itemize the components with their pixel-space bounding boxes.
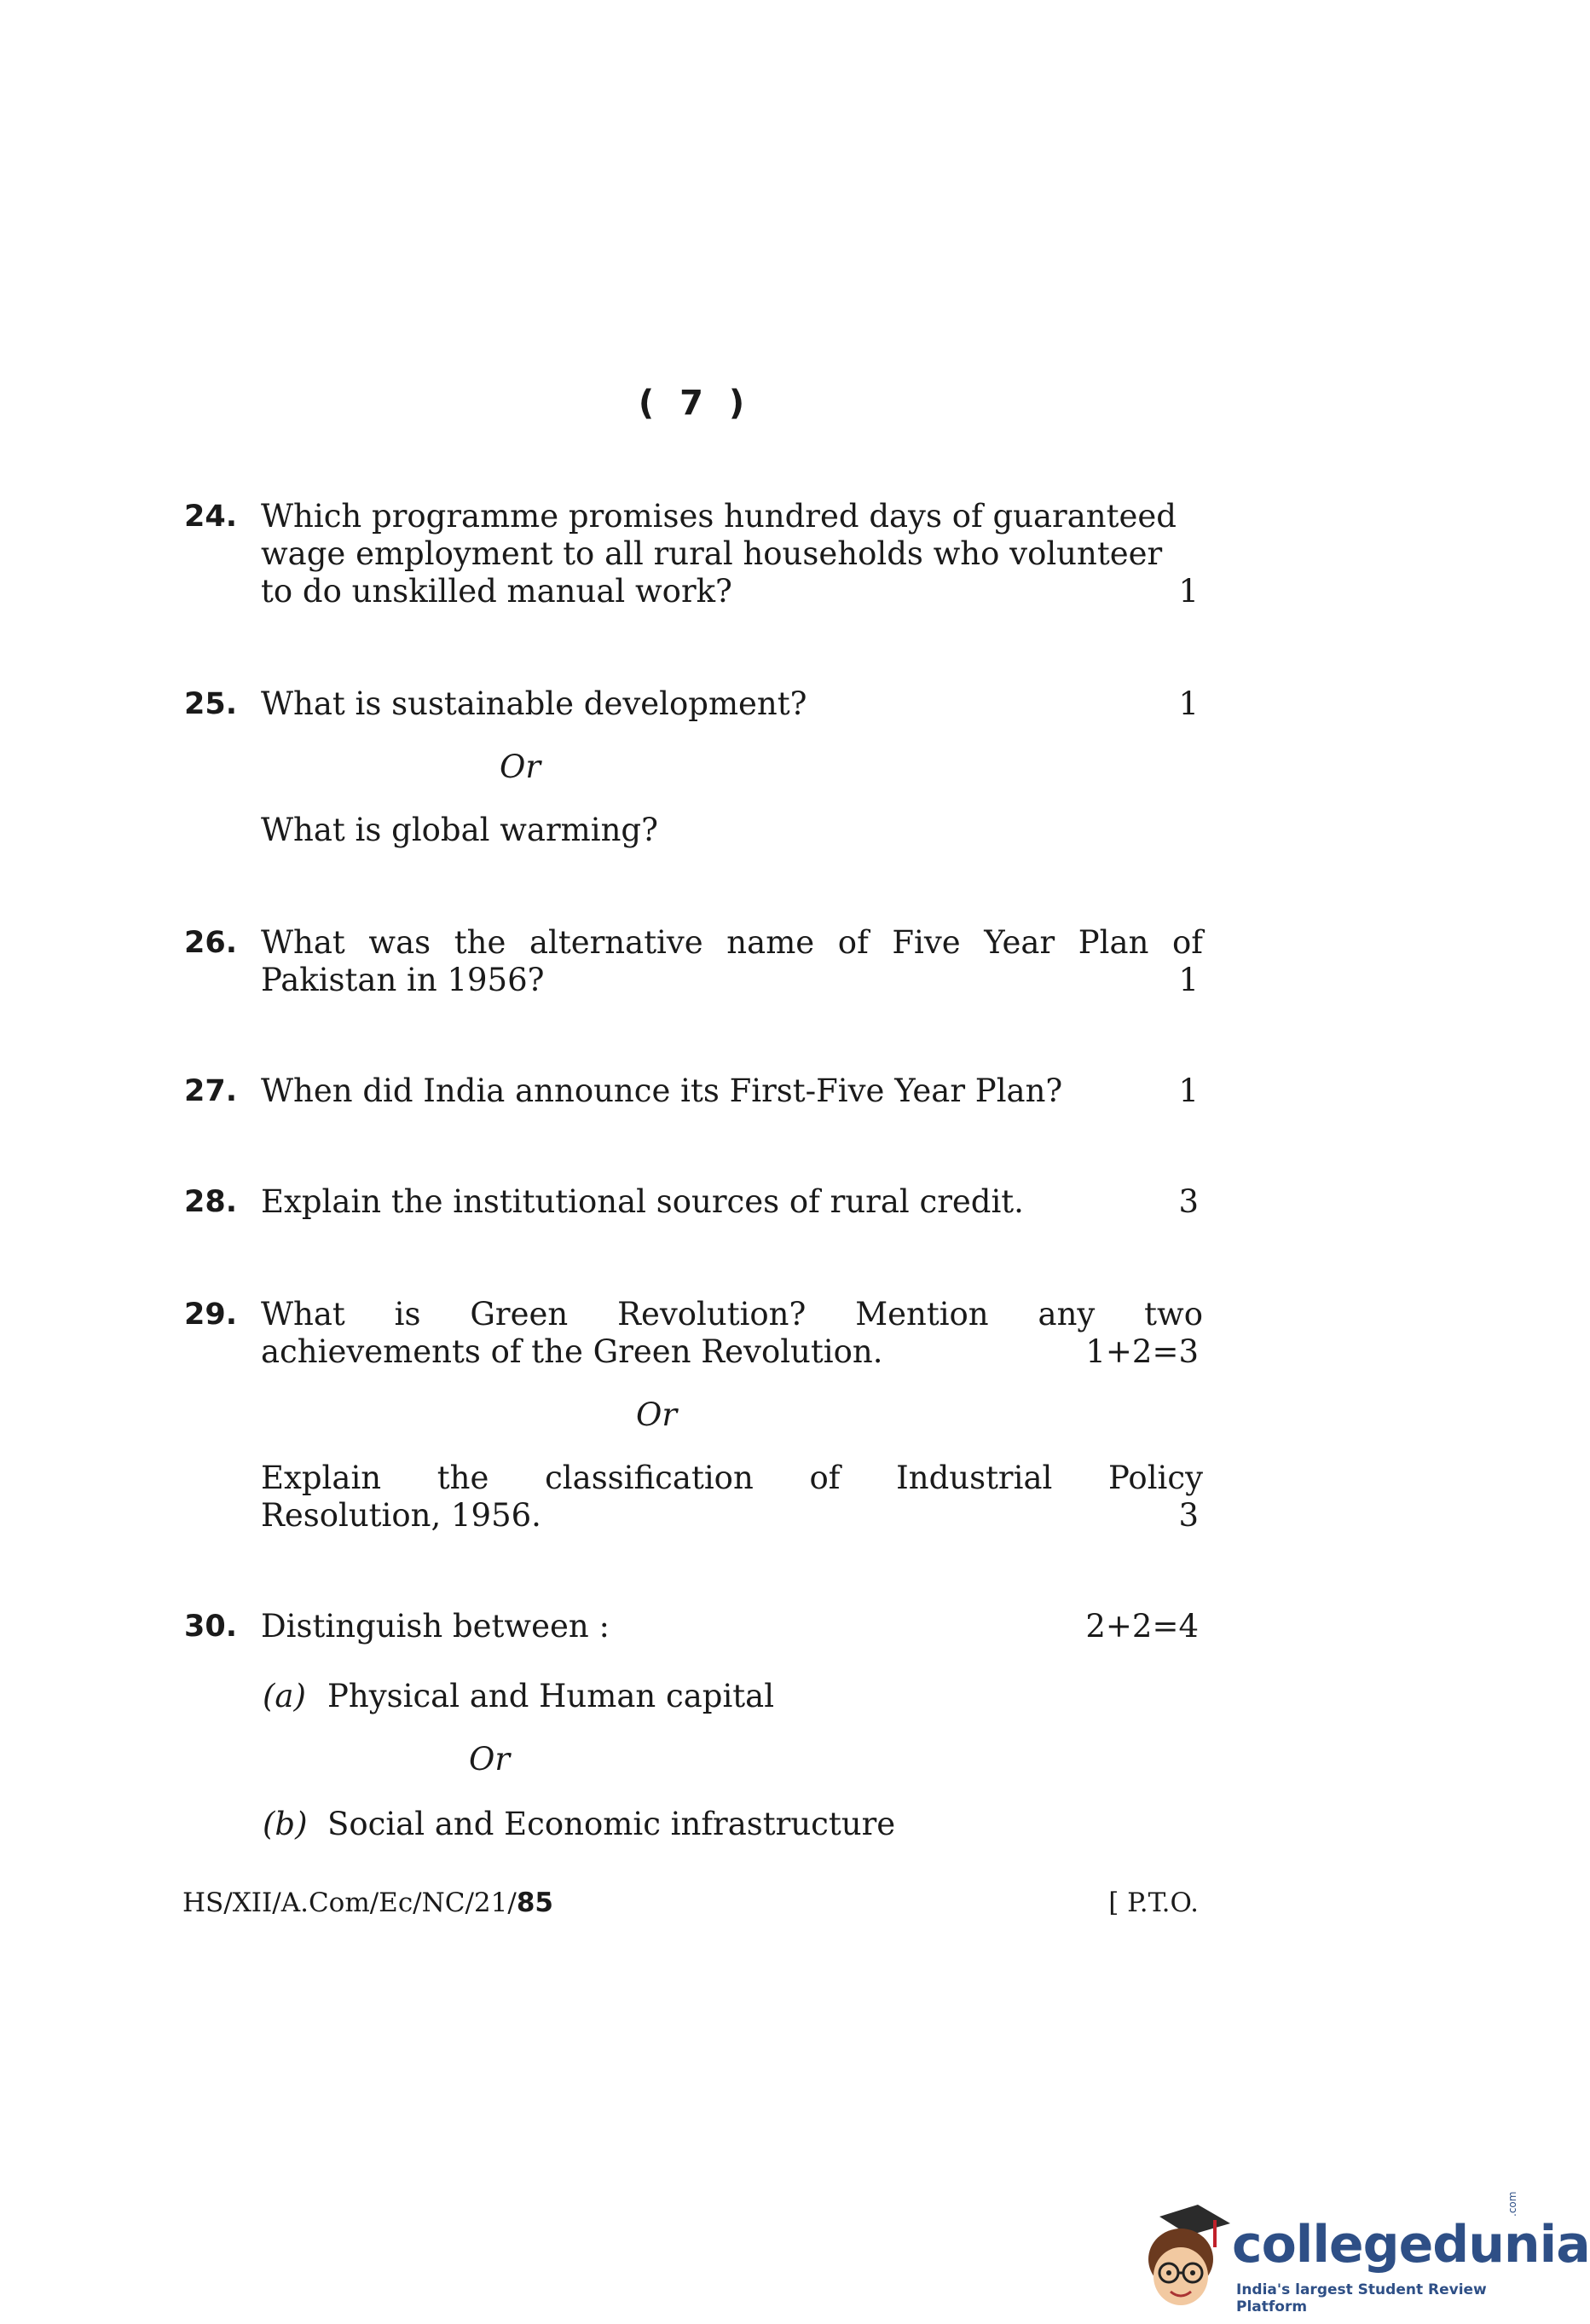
question-marks: 1 (1178, 1072, 1199, 1109)
question-line: Resolution, 1956. (261, 1497, 541, 1534)
paper-code-number: 85 (516, 1888, 553, 1918)
question-number: 25. (184, 687, 238, 721)
question-line: Which programme promises hundred days of guaranteed (261, 498, 1177, 535)
question-29 (184, 1296, 1203, 1535)
question-line: wage employment to all rural households who volunteer (261, 535, 1163, 572)
page-number: ( 7 ) (638, 384, 752, 423)
alternative-question-text: What is global warming? (261, 812, 658, 848)
paper-code-text: HS/XII/A.Com/Ec/NC/21/ (182, 1888, 517, 1918)
question-24 (184, 498, 1199, 617)
question-number: 28. (184, 1185, 238, 1219)
question-26 (184, 924, 1203, 1009)
question-line: What was the alternative name of Five Year Plan of (261, 924, 1203, 961)
question-marks: 2+2=4 (1085, 1608, 1199, 1645)
question-text: Distinguish between : (261, 1608, 610, 1645)
alternative-question-text (261, 1460, 1203, 1535)
brand-domain: .com (1506, 2191, 1518, 2217)
question-text (261, 498, 1177, 610)
alternative-question-marks: 3 (1178, 1497, 1199, 1534)
brand-name: collegedunia (1232, 2215, 1590, 2275)
sub-question-text: Physical and Human capital (327, 1678, 775, 1714)
question-line: achievements of the Green Revolution. (261, 1333, 883, 1370)
question-27 (184, 1072, 1199, 1115)
question-line: What is Green Revolution? Mention any two (261, 1296, 1203, 1333)
question-28 (184, 1183, 1199, 1226)
question-number: 24. (184, 500, 238, 534)
question-line: Pakistan in 1956? (261, 962, 545, 998)
question-marks: 1 (1178, 962, 1199, 998)
or-separator: Or (636, 1396, 678, 1433)
question-line: Explain the classification of Industrial Policy (261, 1460, 1203, 1496)
paper-code (182, 1888, 553, 1918)
question-30 (184, 1608, 1199, 1847)
question-number: 26. (184, 926, 238, 960)
question-text: Explain the institutional sources of rural credit. (261, 1183, 1024, 1220)
question-marks: 1+2=3 (1085, 1333, 1199, 1370)
question-marks: 1 (1178, 573, 1199, 610)
question-text: When did India announce its First-Five Year Plan? (261, 1072, 1063, 1109)
collegedunia-watermark (1130, 2191, 1590, 2324)
or-separator: Or (469, 1741, 511, 1778)
sub-question-a (263, 1678, 774, 1715)
question-text (261, 924, 1203, 999)
question-marks: 3 (1178, 1183, 1199, 1220)
sub-question-label: (b) (263, 1806, 308, 1842)
question-25 (184, 685, 1199, 856)
question-text: What is sustainable development? (261, 685, 807, 722)
question-number: 29. (184, 1298, 238, 1332)
sub-question-label: (a) (263, 1678, 306, 1714)
or-separator: Or (500, 749, 541, 785)
brand-tagline: India's largest Student Review Platform (1236, 2281, 1487, 2315)
question-line: to do unskilled manual work? (261, 573, 732, 610)
sub-question-text: Social and Economic infrastructure (327, 1806, 896, 1842)
question-number: 30. (184, 1610, 238, 1644)
please-turn-over: [ P.T.O. (1108, 1888, 1199, 1918)
sub-question-b (263, 1806, 895, 1843)
student-mascot-icon (1130, 2198, 1232, 2324)
question-marks: 1 (1178, 685, 1199, 722)
question-number: 27. (184, 1074, 238, 1108)
